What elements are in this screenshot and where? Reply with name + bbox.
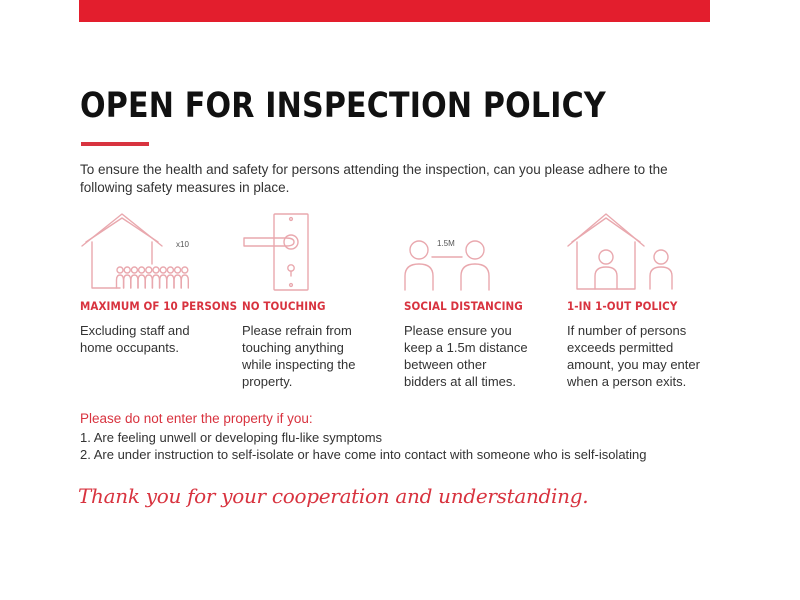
crowd-person-head xyxy=(146,267,152,273)
house-person-icon xyxy=(566,212,680,292)
social-distance-icon xyxy=(402,230,502,292)
page-title: OPEN FOR INSPECTION POLICY xyxy=(80,86,606,126)
crowd-person-body xyxy=(153,275,160,288)
crowd-count-label: x10 xyxy=(176,240,189,249)
warning-item: 2. Are under instruction to self-isolate or have come into contact with someone who is self-isolating xyxy=(80,447,647,462)
crowd-person-body xyxy=(160,275,167,288)
crowd-people xyxy=(117,267,189,288)
measure-title: SOCIAL DISTANCING xyxy=(404,299,523,313)
crowd-person-head xyxy=(117,267,123,273)
crowd-person-body xyxy=(145,275,152,288)
crowd-person-body xyxy=(131,275,138,288)
crowd-person-head xyxy=(167,267,173,273)
measure-max-persons xyxy=(80,299,238,356)
measure-text: Please refrain from touching anything while inspecting the property. xyxy=(242,323,356,389)
crowd-person-head xyxy=(182,267,188,273)
measure-title: 1-IN 1-OUT POLICY xyxy=(567,299,678,313)
crowd-person-head xyxy=(160,267,166,273)
crowd-person-body xyxy=(124,275,131,288)
measure-title: NO TOUCHING xyxy=(242,299,326,313)
crowd-person-head xyxy=(131,267,137,273)
crowd-person-head xyxy=(124,267,130,273)
title-underline xyxy=(81,142,149,146)
measure-text: Excluding staff and home occupants. xyxy=(80,323,190,355)
intro-text: To ensure the health and safety for persons attending the inspection, can you please adhere to the following safety measures in place. xyxy=(80,162,668,195)
measure-text: If number of persons exceeds permitted amount, you may enter when a person exits. xyxy=(567,323,700,389)
crowd-person-body xyxy=(174,275,181,288)
warning-heading: Please do not enter the property if you: xyxy=(80,411,313,426)
warning-item: 1. Are feeling unwell or developing flu-like symptoms xyxy=(80,430,383,445)
measure-one-in-one-out xyxy=(567,299,717,390)
crowd-person-body xyxy=(167,275,174,288)
crowd-person-head xyxy=(139,267,145,273)
top-accent-bar xyxy=(79,0,710,22)
crowd-person-head xyxy=(175,267,181,273)
measure-title: MAXIMUM OF 10 PERSONS xyxy=(80,299,238,313)
crowd-person-body xyxy=(138,275,145,288)
measure-social-distancing xyxy=(404,299,554,390)
crowd-person-body xyxy=(181,275,188,288)
thank-you-note: Thank you for your cooperation and understanding. xyxy=(78,484,589,508)
crowd-person-head xyxy=(153,267,159,273)
house-crowd-icon xyxy=(80,212,200,292)
measure-text: Please ensure you keep a 1.5m distance between other bidders at all times. xyxy=(404,323,528,389)
measure-no-touching xyxy=(242,299,392,390)
warning-list xyxy=(80,429,647,463)
distance-label: 1.5M xyxy=(437,239,455,248)
door-handle-icon xyxy=(242,212,312,294)
crowd-person-body xyxy=(117,275,124,288)
